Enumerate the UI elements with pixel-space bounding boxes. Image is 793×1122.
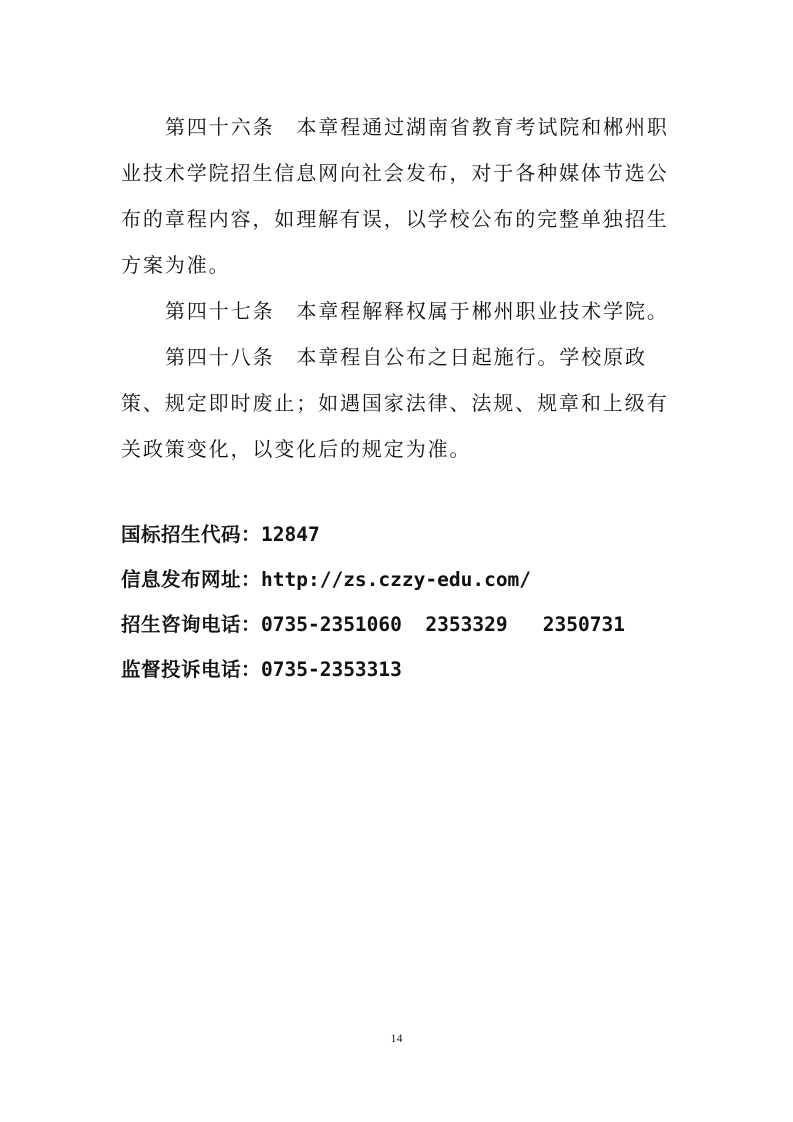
page-number: 14 bbox=[390, 1031, 403, 1045]
article-47 bbox=[121, 288, 681, 334]
consultation-phone-label: 招生咨询电话： bbox=[121, 613, 262, 636]
consultation-phone-line bbox=[121, 602, 625, 648]
enrollment-code-value: 12847 bbox=[261, 523, 320, 546]
complaint-phone-value: 0735-2353313 bbox=[261, 658, 402, 681]
article-48-text: 本章程自公布之日起施行。学校原政策、规定即时废止；如遇国家法律、法规、规章和上级有关政策变化，以变化后的规定为准。 bbox=[121, 345, 669, 461]
article-46-text: 本章程通过湖南省教育考试院和郴州职业技术学院招生信息网向社会发布，对于各种媒体节选公布的章程内容，如理解有误，以学校公布的完整单独招生方案为准。 bbox=[121, 115, 669, 277]
enrollment-code-label: 国标招生代码： bbox=[121, 523, 262, 546]
complaint-phone-line bbox=[121, 647, 402, 693]
article-48 bbox=[121, 334, 681, 472]
article-48-number: 第四十八条 bbox=[165, 345, 275, 369]
website-link[interactable]: http://zs.czzy-edu.com/ bbox=[261, 568, 532, 591]
website-line bbox=[121, 557, 531, 603]
article-47-text: 本章程解释权属于郴州职业技术学院。 bbox=[296, 299, 669, 323]
article-47-number: 第四十七条 bbox=[165, 299, 275, 323]
consultation-phone-value: 0735-2351060 2353329 2350731 bbox=[261, 613, 625, 636]
complaint-phone-label: 监督投诉电话： bbox=[121, 658, 262, 681]
website-label: 信息发布网址： bbox=[121, 568, 262, 591]
article-46 bbox=[121, 104, 681, 288]
article-46-number: 第四十六条 bbox=[165, 115, 275, 139]
enrollment-code-line bbox=[121, 512, 320, 558]
